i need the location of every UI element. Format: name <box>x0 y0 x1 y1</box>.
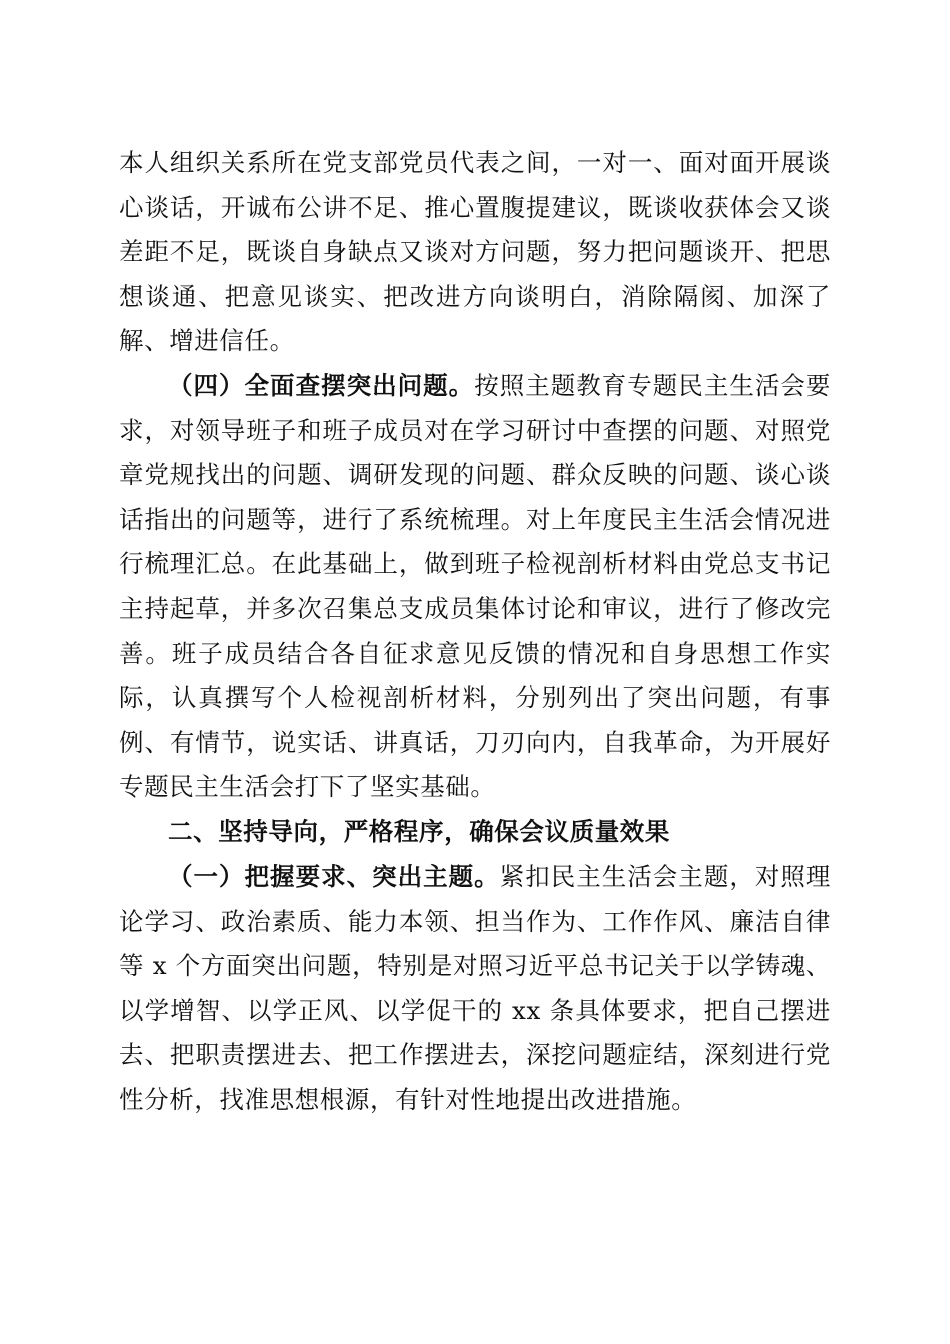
paragraph-text: 按照主题教育专题民主生活会要求，对领导班子和班子成员对在学习研讨中查摆的问题、对照党章党规找出的问题、调研发现的问题、群众反映的问题、谈心谈话指出的问题等，进行了系统梳理。对上年度民主生活会情况进行梳理汇总。在此基础上，做到班子检视剖析材料由党总支书记主持起草，并多次召集总支成员集体讨论和审议，进行了修改完善。班子成员结合各自征求意见反馈的情况和自身思想工作实际，认真撰写个人检视剖析材料，分别列出了突出问题，有事例、有情节，说实话、讲真话，刀刃向内，自我革命，为开展好专题民主生活会打下了坚实基础。 <box>119 371 831 802</box>
paragraph-text: 紧扣民主生活会主题，对照理论学习、政治素质、能力本领、担当作为、工作作风、廉洁自律等 x 个方面突出问题，特别是对照习近平总书记关于以学铸魂、以学增智、以学正风、以学促干的 xx 条具体要求，把自己摆进去、把职责摆进去、把工作摆进去，深挖问题症结，深刻进行党性分析，找准思想根源，有针对性地提出改进措施。 <box>119 862 831 1114</box>
section-heading: 二、坚持导向，严格程序，确保会议质量效果 <box>168 817 670 846</box>
paragraph-find-problems <box>119 364 831 810</box>
subsection-heading: （一）把握要求、突出主题。 <box>168 862 500 891</box>
paragraph-grasp-requirements <box>119 855 831 1123</box>
subsection-heading: （四）全面查摆突出问题。 <box>168 371 475 400</box>
paragraph-talk-exchange <box>119 141 831 364</box>
paragraph-text: 本人组织关系所在党支部党员代表之间，一对一、面对面开展谈心谈话，开诚布公讲不足、推心置腹提建议，既谈收获体会又谈差距不足，既谈自身缺点又谈对方问题，努力把问题谈开、把思想谈通、把意见谈实、把改进方向谈明白，消除隔阂、加深了解、增进信任。 <box>119 148 831 356</box>
